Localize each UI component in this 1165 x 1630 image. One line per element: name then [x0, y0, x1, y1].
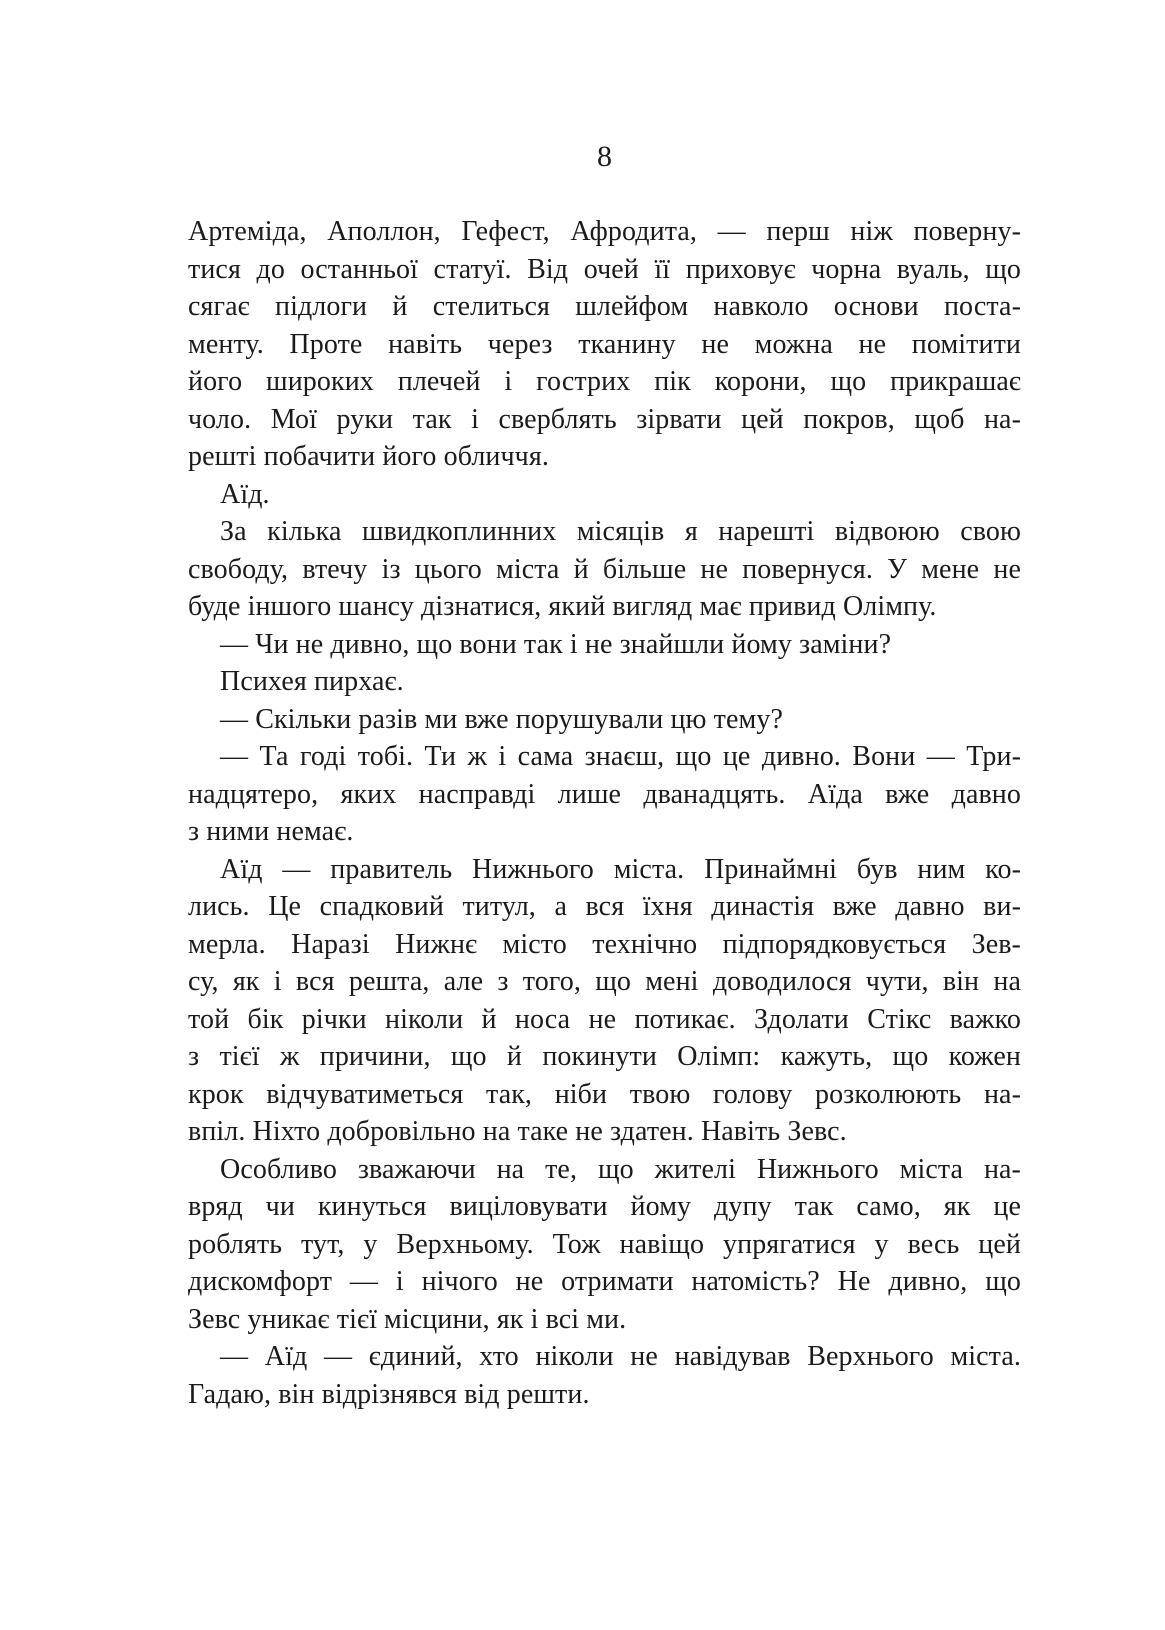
- text-line: його широких плечей і гострих пік корони, що прикрашає: [188, 366, 1021, 397]
- text-line: з ними немає.: [188, 816, 354, 847]
- paragraph: [188, 851, 1021, 1151]
- text-line: — Чи не дивно, що вони так і не знайшли йому заміни?: [220, 628, 892, 660]
- text-line: Особливо зважаючи на те, що жителі Нижнього міста на-: [220, 1153, 1021, 1185]
- text-line: — Скільки разів ми вже порушували цю тему?: [220, 703, 783, 735]
- paragraph: [188, 701, 1021, 739]
- text-line: крок відчуватиметься так, ніби твою голову розколюють на-: [188, 1078, 1021, 1110]
- text-line: — Та годі тобі. Ти ж і сама знаєш, що це дивно. Вони — Три-: [220, 741, 1021, 772]
- paragraph: [188, 1151, 1021, 1339]
- paragraph: [188, 476, 1021, 514]
- text-line: тися до останньої статуї. Від очей її приховує чорна вуаль, що: [188, 253, 1021, 285]
- text-line: Аїд.: [220, 478, 270, 510]
- text-line: дискомфорт — і нічого не отримати натомість? Не дивно, що: [188, 1266, 1021, 1297]
- text-line: Артеміда, Аполлон, Гефест, Афродита, — перш ніж поверну-: [188, 216, 1021, 247]
- paragraph: [188, 738, 1021, 851]
- text-line: решті побачити його обличчя.: [188, 441, 549, 472]
- text-line: з тієї ж причини, що й покинути Олімп: кажуть, що кожен: [188, 1041, 1021, 1072]
- text-line: мерла. Наразі Нижнє місто технічно підпорядковується Зев-: [188, 928, 1021, 960]
- paragraph: [188, 1338, 1021, 1413]
- text-line: вряд чи кинуться виціловувати йому дупу так само, як це: [188, 1191, 1021, 1222]
- text-line: Зевс уникає тієї місцини, як і всі ми.: [188, 1303, 627, 1335]
- text-line: менту. Проте навіть через тканину не можна не помітити: [188, 328, 1021, 360]
- paragraph: [188, 626, 1021, 664]
- paragraph: [188, 513, 1021, 626]
- text-line: роблять тут, у Верхньому. Тож навіщо упрягатися у весь цей: [188, 1228, 1021, 1260]
- text-line: су, як і вся решта, але з того, що мені доводилося чути, він на: [188, 966, 1021, 997]
- paragraph: [188, 213, 1021, 476]
- text-line: Аїд — правитель Нижнього міста. Принаймні був ним ко-: [220, 853, 1021, 885]
- text-line: той бік річки ніколи й носа не потикає. Здолати Стікс важко: [188, 1003, 1021, 1035]
- text-line: свободу, втечу із цього міста й більше не повернуся. У мене не: [188, 553, 1021, 585]
- text-line: Гадаю, він відрізнявся від решти.: [188, 1378, 590, 1410]
- text-line: надцятеро, яких насправді лише дванадцять. Аїда вже давно: [188, 778, 1021, 810]
- text-line: сягає підлоги й стелиться шлейфом навколо основи поста-: [188, 291, 1021, 322]
- text-line: чоло. Мої руки так і сверблять зірвати цей покров, щоб на-: [188, 403, 1021, 435]
- page-text: [188, 213, 1021, 1413]
- text-line: За кілька швидкоплинних місяців я нарешті відвоюю свою: [220, 516, 1021, 547]
- paragraph: [188, 663, 1021, 701]
- text-line: буде іншого шансу дізнатися, який вигляд має привид Олімпу.: [188, 591, 937, 622]
- page-number: 8: [597, 140, 612, 173]
- text-line: впіл. Ніхто добровільно на таке не здатен. Навіть Зевс.: [188, 1116, 847, 1147]
- text-line: лись. Це спадковий титул, а вся їхня династія вже давно ви-: [188, 891, 1021, 922]
- text-line: Психея пирхає.: [220, 666, 404, 697]
- text-line: — Аїд — єдиний, хто ніколи не навідував Верхнього міста.: [220, 1341, 1021, 1372]
